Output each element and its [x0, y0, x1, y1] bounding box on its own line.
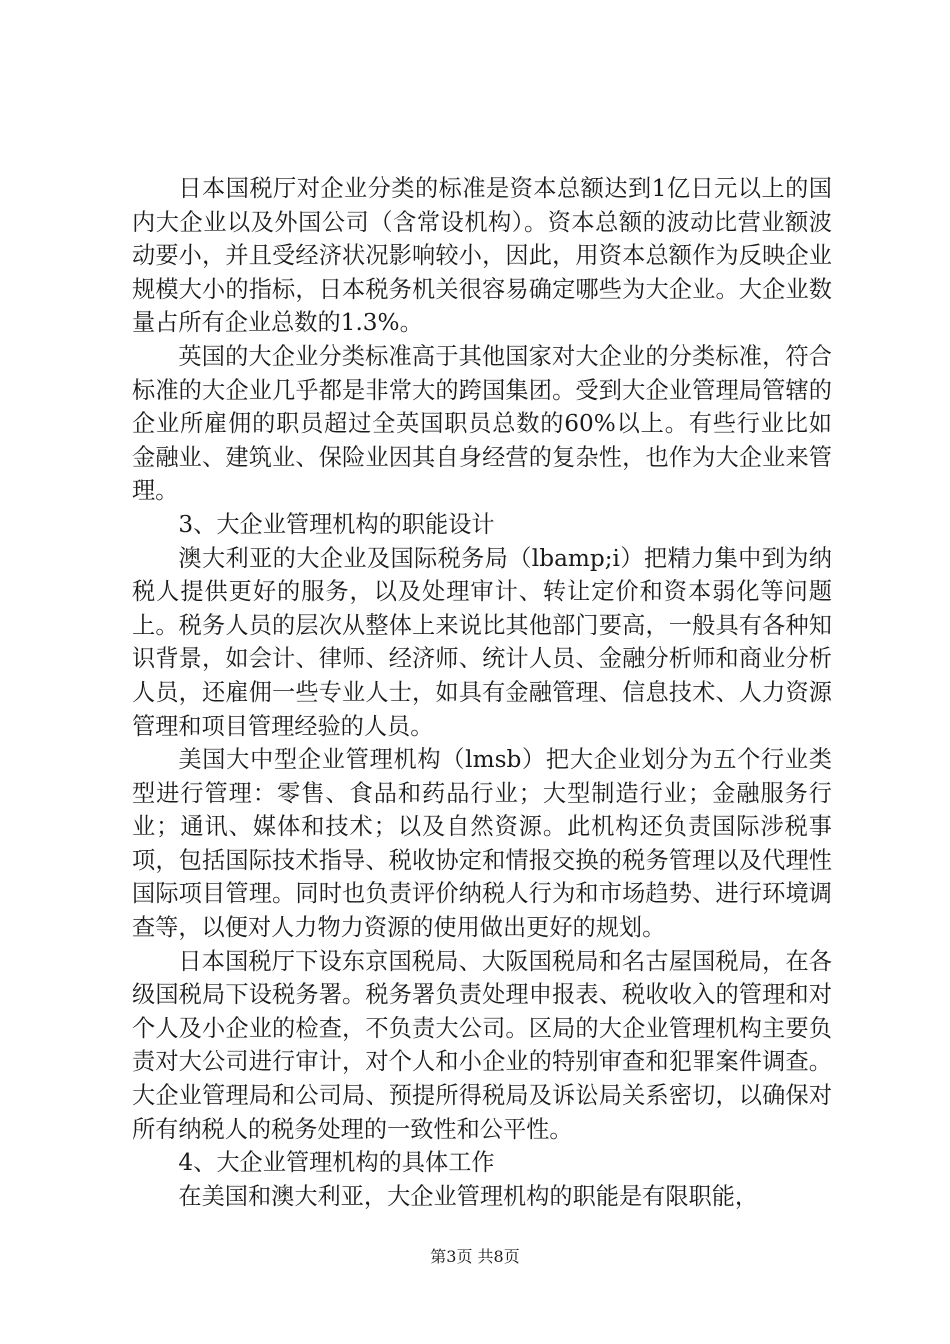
section-heading-4: 4、大企业管理机构的具体工作	[178, 1149, 495, 1177]
paragraph-australia-functions: 澳大利亚的大企业及国际税务局（lbamp;i）把精力集中到为纳税人提供更好的服务，以及处理审计、转让定价和资本弱化等问题上。税务人员的层次从整体上来说比其他部门要高，一般具有各种知识背景，如会计、律师、经济师、统计人员、金融分析师和商业分析人员，还雇佣一些专业人士，如具有金融管理、信息技术、人力资源管理和项目管理经验的人员。	[132, 544, 832, 740]
paragraph-japan-classification: 日本国税厅对企业分类的标准是资本总额达到1亿日元以上的国内大企业以及外国公司（含常设机构）。资本总额的波动比营业额波动要小，并且受经济状况影响较小，因此，用资本总额作为反映企业规模大小的指标，日本税务机关很容易确定哪些为大企业。大企业数量占所有企业总数的1.3%。	[132, 175, 832, 337]
page-footer: 第3页 共8页	[430, 1247, 520, 1266]
paragraph-japan-functions: 日本国税厅下设东京国税局、大阪国税局和名古屋国税局，在各级国税局下设税务署。税务署负责处理申报表、税收收入的管理和对个人及小企业的检查，不负责大公司。区局的大企业管理机构主要负责对大公司进行审计，对个人和小企业的特别审查和犯罪案件调查。大企业管理局和公司局、预提所得税局及诉讼局关系密切，以确保对所有纳税人的税务处理的一致性和公平性。	[132, 947, 832, 1143]
paragraph-us-functions: 美国大中型企业管理机构（lmsb）把大企业划分为五个行业类型进行管理：零售、食品和药品行业；大型制造行业；金融服务行业；通讯、媒体和技术；以及自然资源。此机构还负责国际涉税事项，包括国际技术指导、税收协定和情报交换的税务管理以及代理性国际项目管理。同时也负责评价纳税人行为和市场趋势、进行环境调查等，以便对人力物力资源的使用做出更好的规划。	[132, 746, 832, 942]
section-heading-3: 3、大企业管理机构的职能设计	[178, 510, 495, 538]
paragraph-uk-classification: 英国的大企业分类标准高于其他国家对大企业的分类标准，符合标准的大企业几乎都是非常大的跨国集团。受到大企业管理局管辖的企业所雇佣的职员超过全英国职员总数的60%以上。有些行业比如金融业、建筑业、保险业因其自身经营的复杂性，也作为大企业来管理。	[132, 342, 832, 505]
document-body	[132, 172, 832, 1213]
paragraph-us-australia-work: 在美国和澳大利亚，大企业管理机构的职能是有限职能，	[178, 1182, 759, 1210]
